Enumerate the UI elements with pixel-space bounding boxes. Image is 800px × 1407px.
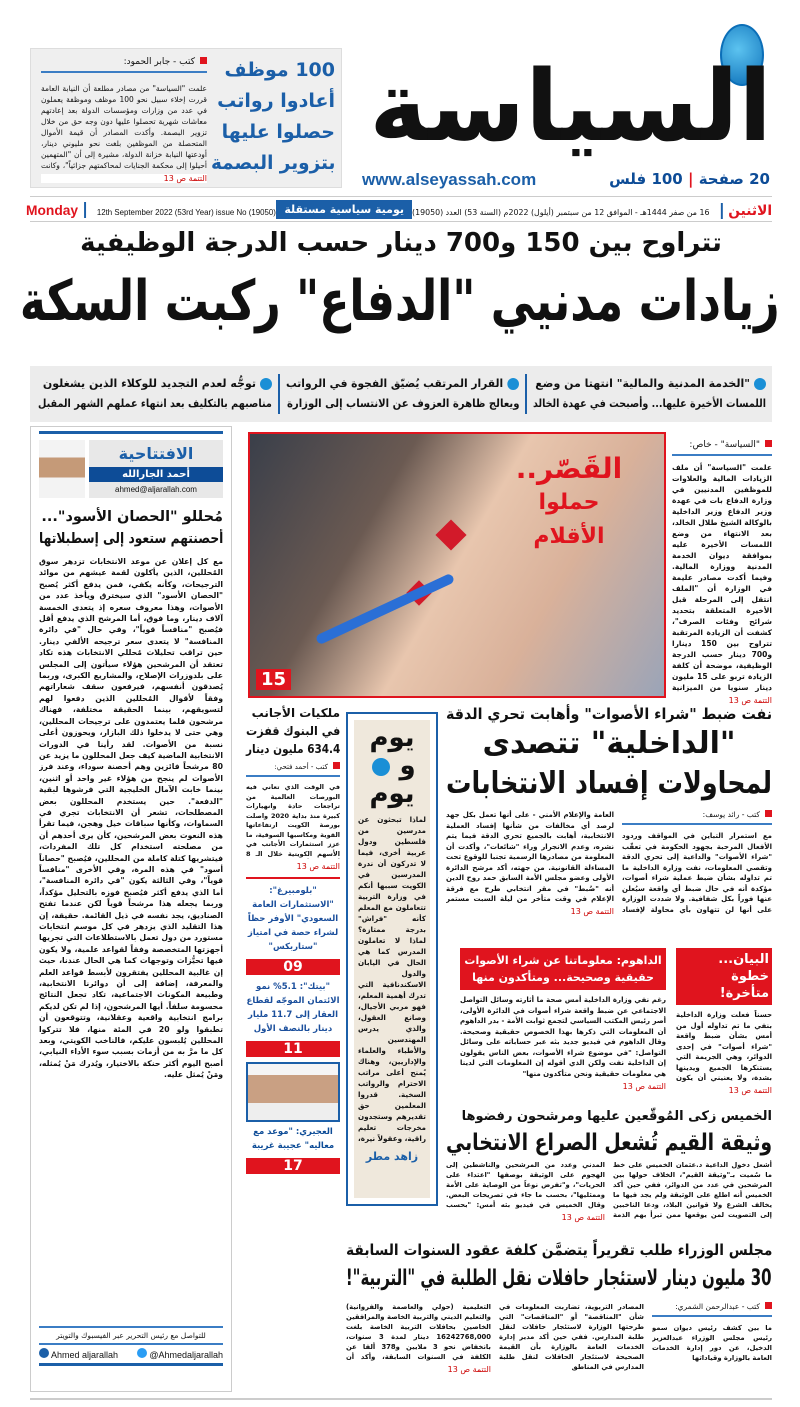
foreign-headline <box>246 704 340 758</box>
bayan-headline: البيان... خطوة متأخرة! <box>676 948 772 1005</box>
photo-caption-top: القَصّر.. <box>515 452 623 485</box>
editorial-headline-line: مُحللو "الحصان الأسود"... <box>41 509 223 525</box>
interior-headline-line: "الداخلية" تتصدى <box>482 726 736 761</box>
interior-headline-line: لمحاولات إفساد الانتخابات <box>445 766 772 801</box>
face-paint-heart <box>435 519 466 550</box>
continued-link[interactable]: التتمة ص 13 <box>672 696 772 705</box>
teaser-headline-line: حصلوا عليها <box>221 121 335 143</box>
values-body-left: المدني وعدد من المرشحين والناشطين إلى الهجوم على الوثيقة بوصفها "اعتداء على الحريات"، و"تفرض نوعاً من الوصاية على الأمة وممثليها"، بحسب ما جاء في تصريحات البعض. وقال الخميس في فيديو بثه أمس: "بحسب <box>446 1161 605 1209</box>
globe-icon <box>260 378 272 390</box>
interior-kicker: نفت ضبط "شراء الأصوات" وأهابت تحري الدقة <box>445 705 772 723</box>
lead-body: علمت "السياسة" أن ملف الزيادات المالية والعلاوات للموظفين المدنيين في وزارة الدفاع بات في عهدة وزير الدفاع وزير الداخلية بالوكالة الشيخ طلال الخالد، بعد الانتهاء من وضع اللمسات الأخيرة عليه بموافقة ديوان الخدمة المدنية ووزارة المالية. وفيما أكدت مصادر عليمة في الوزارة أن "الملف انتقل إلى المرحلة قبل الأخيرة المتعلقة بتحديد شرائح وفئات الصرف"، كشفت أن الزيادة المرتقبة تتراوح بين 150 دينارا و700 دينار حسب الدرجة الوظيفية، موضحة أن كلفة الزيادة تربو على 15 مليون دينار سنويا من الميزانية <box>672 463 772 692</box>
author-photo <box>39 440 85 498</box>
date-bar <box>26 196 772 222</box>
interior-byline: كتب - رائد يوسف: <box>622 810 772 825</box>
teaser-headline-line: 100 موظف <box>224 59 335 81</box>
page-count: 20 صفحة <box>698 170 770 188</box>
lead-byline: "السياسة" - خاص: <box>672 440 772 456</box>
logo: السياسة <box>369 50 772 164</box>
globe-icon <box>754 378 766 390</box>
column-author: زاهد مطر <box>365 1150 419 1163</box>
twitter-icon <box>137 1348 147 1358</box>
interior-body-right: مع استمرار التباين في المواقف وردود الأفعال المرحبة بجهود الحكومة في تعقّب "شراء الأصوات" والداعية إلى تحري الدقة وتقصي المعلومات، نفت وزارة الداخلية ما تم تداوله بشأن ضبط عملية شراء أصوات، مؤكدة أنه في حال ضبط أي واقعة سيُعلن عنها فوراً بكل شفافية. ولا شددت الوزارة على أنها لن تتهاون بأي محاولة لإفساد <box>622 832 772 914</box>
editorial <box>30 426 232 1392</box>
column-title-line: و <box>399 751 416 781</box>
column-body: لماذا تبحثون عن مدرسين من فلسطين ودول عربية أخرى، فيما لا تدركون أن ندرة المدرسين في الكويت سببها أنكم في وزارة التربية تتعاملون مع المعلم كأنه "فراش" بدرجة ممتازة؟ لماذا لا تعاملون المدرس كما هي الحال في اليابان والدول الاسكندنافية التي تدرك أهمية المعلم، فهو مربي الأجيال، وصانع العقول، والذي يدرس المهندسين والأطباء والعلماء والإداريين، وهناك يُمنح أعلى مراتب الاحترام والرواتب السخية. قدروا المعلمين حق تقديرهم وستجدون مخرجات تعليم راقية، وعقولاً نيرة، <box>358 815 426 1143</box>
interior-body-left: العامة والإعلام الأمني - على أنها تعمل بكل جهد لرصد أي مخالفات من شأنها إفساد العملية الانتخابية، أهابت بالجميع تحري الدقة فيما يتم نشره، وعدم الانجرار وراء "شائعات"، وأكدت أن المعلومة من مصادرها الرسمية تجنبا للوقوع تحت المساءلة القانونية. من جهته، أكد مرشح الدائرة الأولى وعضو مجلس الأمة السابق حمد روح الدين أنه "ضُبط" في مقر انتخابي طرح مع فرقة الإعلام في وقت متأخر من ليلة السبت مستمر <box>446 811 614 903</box>
editorial-author: أحمد الجارالله <box>89 467 223 482</box>
teaser-line: مناصبهم بالتكليف بعد انتهاء عملهم الشهر المقبل <box>38 397 272 410</box>
brief-item[interactable]: "بيتك": 5.1% نمو الائتمان الموجّه لقطاع العقار إلى 11.7 مليار دينار بالنصف الأول <box>246 982 340 1034</box>
bayan-box <box>676 948 772 1095</box>
interior-story <box>446 704 772 916</box>
teaser-strip-item[interactable] <box>30 374 278 414</box>
contact-label: للتواصل مع رئيس التحرير عبر الفيسبوك والتويتر <box>56 1331 206 1340</box>
buses-body-left: التعليمية (حولي والعاصمة والفروانية) والتعليم الديني والتربية الخاصة والمرافقين الخاصين بحافلات التربية الخاصة بلغت 16242768,000 دينار لمدة 3 سنوات، بانخفاض نحو 3 ملايين و378 ألفا عن الكلفة في السنوات السابقة، وأكد أن <box>346 1303 491 1361</box>
teaser-headline-line: بتزوير البصمة <box>210 152 335 174</box>
globe-icon <box>507 378 519 390</box>
foreign-byline: كتب - أحمد فتحي: <box>246 762 340 777</box>
teaser-strip-item[interactable] <box>525 374 772 414</box>
photo-caption-bottom: حملوا الأقلام <box>533 490 605 549</box>
page-bottom-rule <box>30 1398 772 1400</box>
website-link[interactable]: www.alseyassah.com <box>362 170 537 189</box>
brief-page-badge[interactable]: 17 <box>246 1158 340 1174</box>
continued-link[interactable]: التتمة ص 13 <box>246 862 340 871</box>
facebook-handle: Ahmed aljarallah <box>51 1350 119 1360</box>
continued-link[interactable]: التتمة ص 13 <box>346 1365 491 1374</box>
lead-photo <box>248 432 666 698</box>
teaser-body: علمت "السياسة" من مصادر مطلعة أن النيابة العامة قررت إخلاء سبيل نحو 100 موظف وموظفة يعملون في عدد من وزارات ومؤسسات الدولة بعد إعادتهم معاشات شهرية تحصلوا عليها دون وجه حق من خلال تزوير البصمة. وأكدت المصادر أن قيمة الأموال المتحصلة من الموظفين بلغت نحو مليوني دينار، أودعتها النيابة خزانة الدولة، مشيرة إلى أن "المتهمين أحيلوا إلى محكمة الجنايات لمحاكمتهم جزائياً"، وكانت <box>41 84 207 170</box>
buses-byline: كتب - عبدالرحمن الشمري: <box>652 1302 772 1317</box>
twitter-handle: @Ahmedaljarallah <box>149 1350 223 1360</box>
brief-photo <box>246 1062 340 1122</box>
brief-page-badge[interactable]: 09 <box>246 959 340 975</box>
continued-link[interactable]: التتمة ص 13 <box>446 1213 605 1222</box>
photo-caption <box>514 452 624 554</box>
column-title-line: يوم <box>369 779 415 809</box>
buses-body-mid: المصادر التربوية، تضاربت المعلومات في شأن "المناقصة" أو "المناقصات" التي طرحتها الوزارة لاستئجار حافلات لنقل طلبة المدارس. ففي حين أكد مدير إدارة الخدمات العامة بالوزارة بأن القيمة الصحيحة لاستئجار الحافلات لنقل طلبة المدارس في المناطق <box>499 1303 644 1371</box>
continued-link[interactable]: التتمة ص 13 <box>460 1082 666 1091</box>
top-teaser <box>30 48 342 188</box>
date-ar: 16 من صفر 1444هـ - الموافق 12 من سبتمبر (أيلول) 2022م (السنة 53) العدد (19050) <box>411 207 710 217</box>
continued-link[interactable]: التتمة ص 13 <box>446 907 614 916</box>
dahoum-body: رغم نفي وزارة الداخلية أمس صحة ما أثارته وسائل التواصل الاجتماعي عن ضبط واقعة شراء أصوات في الدائرة الأولى، أصر رئيس المكتب السياسي لتجمع ثوابت الأمة - بدر الداهوم أن المعلومات التي ذكرها بهذا الخصوص حقيقية وصحيحة. وقال الداهوم في فيديو جديد بثه عبر حساباته على وسائل التواصل: "في موضوع شراء الأصوات، بعض الناس يقولون إن الداخلية نفت ولكن الذي أقوله إن المعلومات التي لدينا هي معلومات حقيقية ونحن متأكدون منها" <box>460 996 666 1078</box>
bayan-body: حسناً فعلت وزارة الداخلية بنفي ما تم تداوله أول من أمس بشأن ضبط واقعة "شراء أصوات" في إحدى الدوائر، وهي الجريمة التي يستنكرها الجميع ويدينها بشدة، ولا يعنيني أن يكون <box>676 1011 772 1082</box>
teaser-strip <box>30 366 772 422</box>
twitter-link[interactable] <box>137 1348 223 1360</box>
buses-story <box>346 1240 772 1374</box>
foreign-headline-line: في البنوك قفزت <box>245 724 340 738</box>
teaser-strip-item[interactable] <box>278 374 525 414</box>
briefs-column <box>246 704 340 1179</box>
teaser-line: القرار المرتقب يُضيّق الفجوة في الرواتب <box>286 377 504 390</box>
values-doc-story <box>446 1108 772 1222</box>
editorial-label: الافتتاحية <box>118 444 194 463</box>
column-title-line: يوم <box>369 723 415 753</box>
lead-article <box>672 440 772 705</box>
day-ar: الاثنين <box>720 203 772 219</box>
buses-headline: 30 مليون دينار لاستئجار حافلات نقل الطلبة في "التربية"! <box>346 1266 772 1291</box>
paint-brush <box>315 573 455 645</box>
editorial-headline-line: أحصنتهم ستعود إلى إسطبلاتها <box>38 531 223 547</box>
masthead <box>362 22 772 192</box>
brief-item[interactable]: "بلومبيرغ": "الاستثمارات العامة السعودي" الأوفر حظاً لشراء حصة في امتياز "ستاربكس" <box>247 886 339 952</box>
teaser-headline <box>211 55 335 179</box>
date-en: 12th September 2022 (53rd Year) issue No (19050) <box>97 207 277 217</box>
lead-headline: زيادات مدنيي "الدفاع" ركبت السكة <box>20 269 780 334</box>
dahoum-headline-line: الداهوم: معلوماتنا عن شراء الأصوات <box>464 954 662 967</box>
teaser-headline-line: أعادوا رواتب <box>217 90 335 112</box>
values-headline: وثيقة القيم تُشعل الصراع الانتخابي <box>445 1130 772 1156</box>
foreign-headline-line: 634.4 مليون دينار <box>245 742 340 756</box>
continued-link[interactable]: التتمة ص 13 <box>676 1086 772 1095</box>
teaser-byline: كتب - جابر الحمود: <box>41 57 207 73</box>
buses-body-right: ما بين كشف رئيس ديوان سمو رئيس مجلس الوزراء عبدالعزيز الدخيل، عن دور إدارة الخدمات العامة بالوزارة وقياداتها <box>652 1324 772 1362</box>
editorial-body: مع كل إعلان عن موعد الانتخابات تزدهر سوق المُحللين، الذين يأكلون لقمة عيشهم من موائد الترجيحات، وكأنه يكفي، فمن يدفع أكثر يُصبح "الحصان الأسود" الذي سيخترق ويأخذ عدد من الأصوات، وهذا معروف سعره إذ يتعدى الخمسة آلاف دينار، وما فوق، أما المرشح الذي يدفع أقل فيُصبح "منافساً قوياً"، وفي حال "في دائرة المنافسة" لا يتعدى سعر ترجيحه الألفي دينار. حين تراقب تحليلات مُحللي الانتخابات هذه تكاد تعتقد أن المرشحين هؤلاء سيأتون إلى المجلس على بلدوزرات الإصلاح، والمشاريع الكبرى، وربما يُصدقون أنفسهم، فيرفعون سقف شعاراتهم وفقاً لأقوال المُحللين الذين دفعوا لهم لتسويقهم، بينما الحقيقة مختلفة، فهناك مرشحون قلما يعتمدون على ترجيحات المحللين، وهي حتى لا يدخلوا ذلك البازار، ويحوزون أعلى نسبة من الأصوات. لقد رأينا في الدورات الانتخابية الماضية كيف جعل المحللون ما يزيد عن 80 مرشحاً فائزين وهم أحصنة سوداء، وعند فرز الأصوات لم ينجح من هؤلاء غير واحد أو اثنين، بينما خابت الآمال الخليجية التي فرشوها لبقية "الدفعة". حين يستخدم المحللون بعض المصطلحات، تشعر أن الانتخابات تجري في السماوات، وكأنها سباقات خيل وهجن، فيما تقرأ هذه النعوت بعض المرشحين، كأن يرى أحدهم أن من مصلحته استخدام كل تلك المفردات، فيتشريها كتلة كاملة من المحللين، فيُصبح "حصاناً أسود" في هذه المرة، وفي الأخرى "منافساً قوياً"، وفي الثالثة يكون "في دائرة المنافسة"، أما الذي يدفع أكثر فيُصبح فوزه بالتحليل مؤكداً، وربما يجعله هذا مرشحاً قوياً لكن عندما تفتح الصناديق، يجد نفسه في ذيل القائمة. حقيقة، إن هذا التقليد الذي يزدهر في كل موسم انتخابات مستورد من دول تعمل بالاستطلاعات التي تجريها أجهزتها المتخصصة وفقاً لقواعد علمية، ولا يكون فيها تحيُّزات وتوجهات كما هي الحال عندنا، حيث إن غالبية المحللين يفتقرون لأبسط قواعد العلم والمعرفة، إضافة إلى أن دوائرنا الانتخابية، وطبيعة المكونات الاجتماعية، تكاد تجعل النتائج محسومة سلفاً. أيها المرشحون، إذا لم تكن لديكم برامج انتخابية واقعية وعقلانية، وتتوقعون أن تطبقوا ولو 20 في المئة منها، فلا تتركوا المحللين يُلبسون عليكم، فالناخب الكويتي، وبعد كل ما مرَّ به من أزمات بسبب سوء الأداء النيابي، أصبح اليوم أكثر حنكة بالاختيار، ويُدرك مَنْ يُمثله، ومَنْ يُمثل عليه. <box>39 557 223 1080</box>
continued-link[interactable]: التتمة ص 13 <box>41 174 207 183</box>
teaser-line: اللمسات الأخيرة عليها... وأصبحت في عهدة الخالد <box>533 397 766 410</box>
editorial-email[interactable]: ahmed@aljarallah.com <box>115 485 197 494</box>
price-line: 20 صفحة | 100 فلس <box>609 170 770 188</box>
values-body-right: أشعل دخول الداعية د.عثمان الخميس على خط ما سُميت بـ"وثيقة القيم"، الخلاف حولها بين المرشحين في عدد من الدوائر، ففي حين أكد الخميس أنه اطلع على الوثيقة ولم يجد فيها ما يخالف الشرع ولا قوانين البلاد، ودعا الناخبين إلى التصويت لمن يوقعها ممن تبرأ بهم الذمة <box>613 1161 772 1219</box>
dahoum-headline <box>460 948 666 990</box>
values-kicker: الخميس زكى المُوقّعين عليها ومرشحون رفضوها <box>461 1109 772 1124</box>
price: 100 فلس <box>609 170 683 188</box>
teaser-line: ويعالج ظاهرة العزوف عن الانتساب إلى الوزارة <box>286 397 519 410</box>
page-ref-badge[interactable]: 15 <box>256 669 291 690</box>
foreign-body: في الوقت الذي تعاني فيه البورصات العالمية من تراجعات حادة وانهيارات كبيرة منذ بداية 2020 واصلت بورصة الكويت ارتفاعاتها القوية ومكاسبها السوقية، ما عزز استثمارات الأجانب في الأسهم الكويتية خلال الـ 8 <box>246 783 340 858</box>
buses-kicker: مجلس الوزراء طلب تقريراً يتضمَّن كلفة عقود السنوات السابقة <box>345 1241 772 1259</box>
teaser-line: "الخدمة المدنية والمالية" انتهتا من وضع <box>535 377 750 390</box>
editorial-headline <box>39 506 223 550</box>
teaser-line: توجُّه لعدم التجديد للوكلاء الذين يشغلون <box>42 377 256 390</box>
facebook-link[interactable] <box>39 1348 118 1360</box>
facebook-icon <box>39 1348 49 1358</box>
tagline: يومية سياسية مستقلة <box>276 200 412 219</box>
lead-kicker: تتراوح بين 150 و700 دينار حسب الدرجة الوظيفية <box>80 228 722 258</box>
brief-item[interactable]: العجيري: "موعد مع معاليه" عجيبة غريبة <box>251 1127 335 1151</box>
dahoum-headline-line: حقيقية وصحيحة... ومتأكدون منها <box>472 971 654 984</box>
dahoum-box <box>460 948 666 1091</box>
interior-headline <box>446 724 772 804</box>
brief-page-badge[interactable]: 11 <box>246 1041 340 1057</box>
day-en: Monday <box>26 202 86 218</box>
foreign-headline-line: ملكيات الأجانب <box>251 706 340 720</box>
